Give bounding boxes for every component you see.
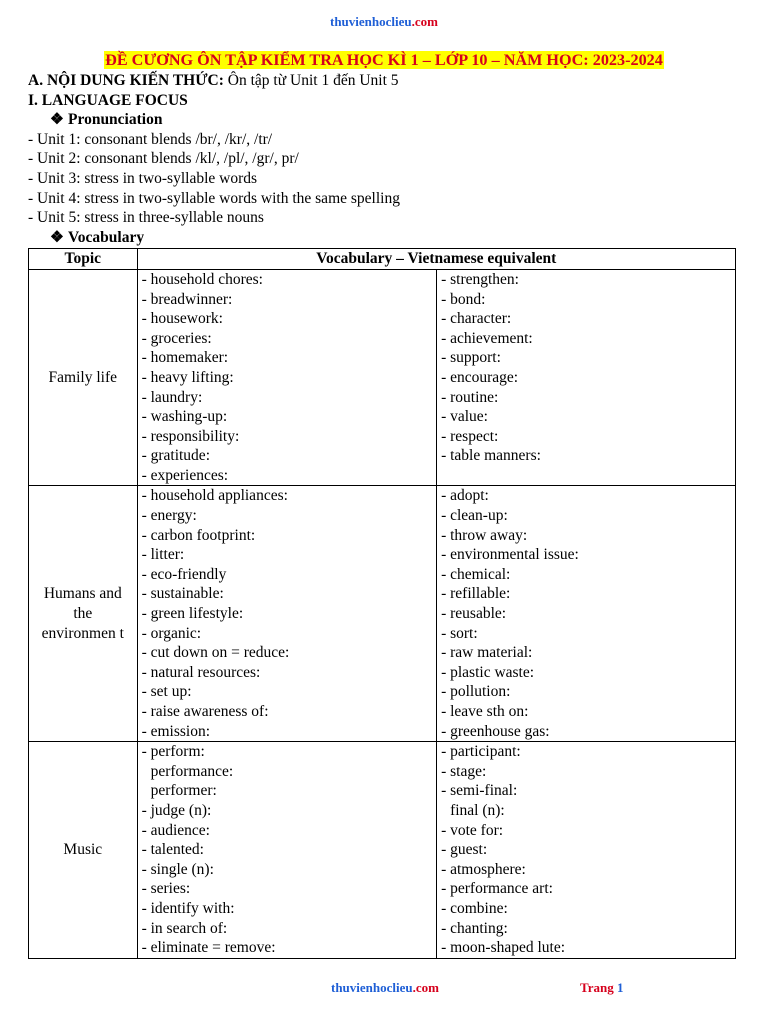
pronunciation-heading-text: Pronunciation [68,111,163,129]
pronunciation-item: - Unit 4: stress in two-syllable words with the same spelling [28,189,400,207]
list-item: - raw material: [441,644,533,662]
document-title-text: ĐỀ CƯƠNG ÔN TẬP KIỂM TRA HỌC KÌ 1 – LỚP 10 – NĂM HỌC: 2023-2024 [105,51,663,69]
list-item: - carbon footprint: [141,526,256,544]
list-item: - value: [441,408,488,426]
list-item: - judge (n): [141,801,212,819]
header-vocabulary: Vocabulary – Vietnamese equivalent [137,249,735,270]
vocabulary-table [28,248,736,958]
vocab-column-right [437,742,736,959]
list-item: - raise awareness of: [141,703,269,720]
list-item: - performance art: [441,880,553,898]
vocab-column-right [437,269,736,486]
list-item: - set up: [141,683,192,701]
pronunciation-item: - Unit 1: consonant blends /br/, /kr/, /tr/ [28,130,273,148]
topic-cell: Music [29,742,138,959]
list-item: - in search of: [141,919,228,937]
list-item: - sort: [441,624,478,642]
list-item: - encourage: [441,368,519,386]
list-item: performer: [150,782,217,800]
list-item: - refillable: [441,585,511,603]
list-item: - semi-final: [441,782,518,800]
pronunciation-item: - Unit 5: stress in three-syllable nouns [28,209,264,227]
list-item: - stage: [441,762,487,780]
vocab-column-left [137,486,437,742]
site-name: thuvienhoclieu [330,14,412,29]
list-item: - experiences: [141,466,229,484]
list-item: - routine: [441,388,499,406]
topic-cell: Family life [29,269,138,486]
diamond-bullet-icon: ❖ [50,111,64,129]
list-item: - pollution: [441,683,511,701]
vocabulary-heading-text: Vocabulary [68,228,145,246]
list-item: - natural resources: [141,663,261,681]
list-item: - breadwinner: [141,290,233,308]
list-item: - throw away: [441,526,528,544]
list-item: - organic: [141,624,202,642]
document-body [28,71,740,959]
table-row [29,269,736,486]
list-item: - combine: [441,899,508,917]
list-item: - plastic waste: [441,663,535,681]
list-item: - washing-up: [141,408,228,426]
pronunciation-list [28,130,740,228]
header-topic: Topic [29,249,138,270]
list-item: - litter: [141,546,185,564]
list-item: - eliminate = remove: [141,939,276,957]
list-item: - adopt: [441,487,489,505]
list-item: - housework: [141,310,223,328]
list-item: - series: [141,880,191,898]
list-item: - leave sth on: [441,703,529,720]
page-label: Trang [580,980,614,995]
list-item: - achievement: [441,329,533,347]
list-item: - groceries: [141,329,212,347]
page-number-value: 1 [616,980,624,995]
list-item: - chemical: [441,565,511,583]
list-item: - sustainable: [141,585,224,603]
list-item: - eco-friendly [141,565,227,583]
list-item: - bond: [441,290,486,308]
site-name: thuvienhoclieu [331,980,413,995]
list-item: - audience: [141,821,210,839]
list-item: - household chores: [141,270,263,288]
site-domain: .com [411,14,438,29]
list-item: - greenhouse gas: [441,722,550,740]
table-row [29,742,736,959]
table-header-row [29,249,736,270]
section-a-label: A. NỘI DUNG KIẾN THỨC: [28,72,224,89]
list-item: - homemaker: [141,349,229,367]
list-item: - table manners: [441,447,541,465]
list-item: - energy: [141,507,197,525]
list-item: - household appliances: [141,487,288,505]
diamond-bullet-icon: ❖ [50,228,64,246]
list-item: - talented: [141,841,204,859]
site-domain: .com [412,980,439,995]
section-a-text: Ôn tập từ Unit 1 đến Unit 5 [223,72,399,89]
pronunciation-item: - Unit 3: stress in two-syllable words [28,169,258,187]
header-site-link[interactable] [0,14,768,30]
list-item: - cut down on = reduce: [141,644,290,662]
list-item: - respect: [441,427,499,445]
list-item: - emission: [141,722,211,740]
pronunciation-heading [28,110,740,130]
footer-site-link[interactable] [0,980,768,996]
vocab-column-right [437,486,736,742]
list-item: - atmosphere: [441,860,526,878]
list-item: final (n): [450,801,505,819]
list-item: - character: [441,310,512,328]
list-item: - perform: [141,743,205,761]
pronunciation-item: - Unit 2: consonant blends /kl/, /pl/, /gr/, pr/ [28,150,299,168]
list-item: - heavy lifting: [141,368,234,386]
topic-cell: Humans and the environmen t [29,486,138,742]
list-item: - responsibility: [141,427,240,445]
list-item: - green lifestyle: [141,605,244,623]
list-item: - participant: [441,743,521,761]
list-item: - identify with: [141,899,235,917]
list-item: - guest: [441,841,488,859]
vocab-column-left [137,269,437,486]
section-a-line [28,71,740,91]
list-item: - vote for: [441,821,504,839]
list-item: - chanting: [441,919,508,937]
list-item: - moon-shaped lute: [441,939,566,957]
vocab-column-left [137,742,437,959]
list-item: - laundry: [141,388,203,406]
list-item: - gratitude: [141,447,210,465]
list-item: - strengthen: [441,270,519,288]
page-number [580,980,623,996]
list-item: - environmental issue: [441,546,579,564]
list-item: performance: [150,762,234,780]
list-item: - reusable: [441,605,507,623]
section-1-heading: I. LANGUAGE FOCUS [28,91,188,109]
vocabulary-heading [28,228,740,248]
list-item: - single (n): [141,860,214,878]
list-item: - support: [441,349,501,367]
document-title [0,51,768,70]
table-row [29,486,736,742]
list-item: - clean-up: [441,507,508,525]
